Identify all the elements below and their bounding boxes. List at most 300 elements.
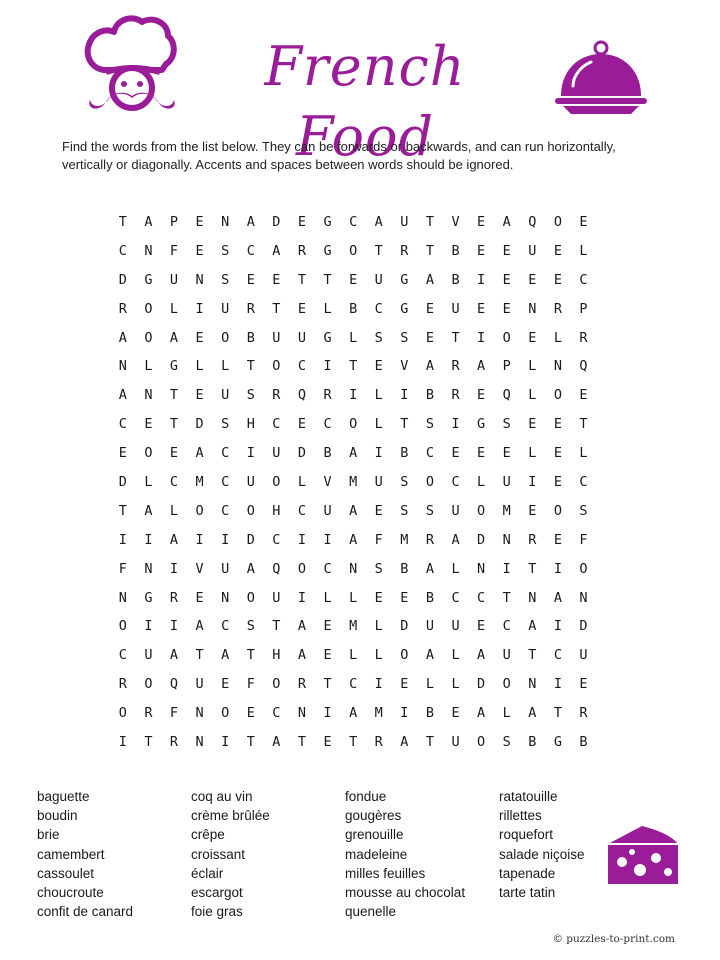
word-list-item: salade niçoise [499, 846, 585, 862]
word-column [191, 787, 345, 921]
grid-letter: N [297, 705, 307, 722]
grid-letter: E [400, 589, 409, 606]
grid-letter: A [477, 705, 486, 722]
grid-letter: A [374, 214, 383, 230]
grid-letter: A [477, 647, 486, 664]
grid-letter: I [323, 358, 332, 375]
page-title: French Food [264, 35, 466, 168]
grid-letter: A [477, 358, 486, 375]
grid-letter: E [246, 705, 255, 722]
grid-letter: I [528, 474, 537, 491]
grid-letter: E [477, 445, 486, 462]
grid-letter: E [477, 387, 486, 404]
grid-letter: S [400, 474, 409, 491]
grid-letter: N [579, 589, 588, 606]
grid-letter: O [502, 676, 511, 693]
grid-letter: O [195, 502, 204, 519]
grid-letter: S [374, 560, 383, 577]
grid-letter: E [528, 271, 537, 288]
grid-letter: A [502, 214, 511, 230]
grid-letter: M [195, 474, 204, 491]
grid-letter: I [400, 387, 409, 404]
grid-letter: E [451, 445, 460, 462]
grid-letter: L [169, 300, 179, 317]
grid-letter: A [169, 531, 179, 548]
grid-letter: N [144, 242, 153, 259]
grid-letter: U [451, 300, 460, 317]
grid-letter: E [553, 531, 562, 548]
grid-letter: D [118, 271, 127, 288]
grid-letter: O [144, 445, 153, 462]
grid-letter: L [349, 647, 358, 664]
grid-letter: L [451, 647, 460, 664]
grid-letter: C [323, 416, 332, 433]
grid-letter: S [400, 329, 409, 346]
grid-letter: S [221, 416, 230, 433]
grid-letter: U [451, 734, 460, 751]
grid-letter: R [272, 387, 281, 404]
grid-letter: A [451, 531, 460, 548]
grid-letter: N [553, 358, 562, 375]
grid-letter: C [297, 502, 307, 519]
grid-letter: E [374, 502, 383, 519]
grid-letter: L [221, 358, 230, 375]
grid-letter: R [400, 242, 409, 259]
grid-letter: A [169, 647, 179, 664]
grid-letter: U [502, 647, 511, 664]
grid-letter: B [451, 271, 460, 288]
grid-letter: M [374, 705, 383, 722]
word-list-item: gougères [345, 808, 402, 824]
grid-letter: N [118, 358, 127, 375]
grid-letter: U [502, 474, 511, 491]
word-list-item: confit de canard [37, 904, 134, 920]
grid-letter: E [553, 474, 562, 491]
grid-letter: G [323, 214, 332, 230]
grid-letter: I [221, 734, 230, 751]
grid-letter: C [246, 242, 255, 259]
grid-letter: S [221, 242, 230, 259]
grid-letter: E [502, 242, 511, 259]
grid-letter: O [579, 560, 588, 577]
grid-letter: B [246, 329, 255, 346]
grid-letter: G [144, 271, 153, 288]
grid-letter: E [374, 589, 383, 606]
word-list-item: coq au vin [191, 789, 253, 804]
grid-letter: Q [297, 387, 307, 404]
grid-letter: A [195, 618, 204, 635]
grid-letter: U [528, 242, 537, 259]
grid-letter: U [221, 300, 230, 317]
grid-letter: R [144, 705, 153, 722]
grid-letter: Q [169, 676, 179, 693]
grid-letter: L [169, 502, 179, 519]
grid-letter: U [579, 647, 588, 664]
grid-letter: O [553, 214, 562, 230]
grid-letter: N [349, 560, 358, 577]
grid-letter: S [374, 329, 383, 346]
grid-letter: G [477, 416, 486, 433]
grid-letter: I [169, 618, 179, 635]
grid-letter: L [297, 474, 307, 491]
grid-letter: O [272, 676, 281, 693]
grid-letter: E [553, 416, 562, 433]
grid-letter: O [144, 329, 153, 346]
grid-letter: G [169, 358, 179, 375]
grid-letter: E [425, 329, 434, 346]
grid-letter: R [118, 676, 127, 693]
word-list-item: baguette [37, 789, 90, 804]
grid-letter: Q [528, 214, 537, 230]
grid-letter: E [195, 329, 204, 346]
grid-letter: A [297, 618, 307, 635]
grid-letter: L [528, 445, 537, 462]
grid-letter: I [246, 445, 255, 462]
grid-letter: E [169, 445, 179, 462]
grid-letter: C [477, 589, 486, 606]
grid-letter: R [297, 242, 307, 259]
cheese-icon [602, 826, 680, 884]
word-list-item: mousse au chocolat [345, 885, 466, 901]
grid-letter: L [579, 445, 588, 462]
grid-letter: I [144, 618, 153, 635]
grid-letter: E [528, 502, 537, 519]
grid-letter: L [374, 647, 383, 664]
word-list-item: rillettes [499, 808, 542, 824]
grid-letter: C [502, 618, 511, 635]
grid-letter: F [246, 676, 255, 693]
grid-letter: H [272, 502, 281, 519]
grid-letter: O [144, 300, 153, 317]
grid-letter: C [272, 416, 281, 433]
grid-letter: O [502, 329, 511, 346]
grid-letter: S [425, 502, 434, 519]
grid-letter: I [195, 531, 204, 548]
grid-letter: U [195, 676, 204, 693]
grid-letter: L [323, 300, 332, 317]
grid-letter: A [118, 329, 127, 346]
grid-letter: N [195, 271, 204, 288]
grid-letter: O [477, 502, 486, 519]
grid-letter: C [297, 358, 307, 375]
grid-letter: T [400, 416, 409, 433]
grid-letter: V [400, 358, 409, 375]
grid-letter: E [579, 676, 588, 693]
grid-letter: T [528, 560, 537, 577]
grid-letter: R [374, 734, 383, 751]
grid-letter: T [169, 387, 179, 404]
cloche-icon [555, 40, 651, 115]
word-list-item: roquefort [499, 827, 554, 843]
word-list-item: ratatouille [499, 789, 558, 804]
grid-letter: G [144, 589, 153, 606]
grid-letter: T [425, 734, 434, 751]
grid-letter: U [272, 445, 281, 462]
grid-letter: R [579, 705, 588, 722]
grid-letter: A [349, 705, 358, 722]
grid-letter: T [425, 214, 434, 230]
grid-letter: E [195, 214, 204, 230]
word-list-item: madeleine [345, 846, 408, 862]
grid-letter: C [221, 445, 230, 462]
grid-letter: D [477, 531, 486, 548]
grid-letter: L [579, 242, 588, 259]
grid-letter: N [221, 589, 230, 606]
grid-letter: A [349, 445, 358, 462]
grid-letter: S [502, 734, 511, 751]
grid-letter: T [246, 647, 255, 664]
grid-letter: I [195, 300, 204, 317]
grid-letter: U [374, 474, 383, 491]
grid-letter: T [297, 271, 307, 288]
grid-letter: R [169, 589, 179, 606]
grid-letter: R [425, 531, 434, 548]
grid-letter: E [553, 445, 562, 462]
grid-letter: E [553, 271, 562, 288]
grid-letter: R [451, 358, 460, 375]
word-list-item: crème brûlée [191, 808, 270, 824]
grid-letter: U [169, 271, 179, 288]
grid-letter: Q [502, 387, 511, 404]
grid-letter: T [425, 242, 434, 259]
grid-letter: C [425, 445, 434, 462]
grid-letter: E [374, 358, 383, 375]
grid-letter: U [451, 618, 460, 635]
grid-letter: I [553, 618, 562, 635]
grid-letter: R [579, 329, 588, 346]
grid-letter: O [221, 329, 230, 346]
grid-letter: U [221, 560, 230, 577]
grid-letter: C [451, 474, 460, 491]
grid-letter: L [144, 358, 153, 375]
grid-letter: N [528, 300, 537, 317]
grid-letter: A [272, 734, 281, 751]
grid-letter: I [553, 560, 562, 577]
grid-letter: U [425, 618, 434, 635]
grid-letter: S [579, 502, 588, 519]
word-list [37, 787, 653, 921]
grid-letter: E [502, 300, 511, 317]
grid-letter: I [349, 387, 358, 404]
grid-letter: N [195, 705, 204, 722]
grid-letter: E [502, 271, 511, 288]
grid-letter: C [272, 531, 281, 548]
grid-letter: C [118, 416, 127, 433]
grid-letter: A [425, 560, 434, 577]
grid-letter: O [272, 358, 281, 375]
grid-letter: T [246, 358, 255, 375]
grid-letter: U [272, 589, 281, 606]
grid-letter: I [477, 329, 486, 346]
word-column [37, 787, 191, 921]
grid-letter: L [477, 474, 486, 491]
grid-letter: T [553, 705, 562, 722]
grid-letter: N [144, 560, 153, 577]
grid-letter: O [553, 387, 562, 404]
grid-letter: I [374, 445, 383, 462]
grid-letter: C [272, 705, 281, 722]
grid-letter: D [400, 618, 409, 635]
grid-letter: E [221, 676, 230, 693]
word-column [345, 787, 499, 921]
grid-letter: B [425, 387, 434, 404]
grid-letter: L [553, 329, 562, 346]
word-list-item: boudin [37, 808, 78, 824]
grid-letter: U [144, 647, 153, 664]
grid-letter: G [553, 734, 562, 751]
grid-letter: N [195, 734, 204, 751]
grid-letter: T [374, 242, 383, 259]
grid-letter: E [323, 647, 332, 664]
grid-letter: A [221, 647, 230, 664]
grid-letter: E [477, 618, 486, 635]
grid-letter: C [553, 647, 562, 664]
grid-letter: E [579, 214, 588, 230]
grid-letter: E [349, 271, 358, 288]
grid-letter: Q [272, 560, 281, 577]
grid-letter: T [144, 734, 153, 751]
grid-letter: B [451, 242, 460, 259]
word-list-item: brie [37, 827, 60, 843]
grid-letter: E [323, 734, 332, 751]
grid-letter: E [297, 416, 307, 433]
grid-letter: E [425, 300, 434, 317]
grid-letter: U [323, 502, 332, 519]
grid-letter: S [221, 271, 230, 288]
grid-letter: T [272, 300, 281, 317]
grid-letter: A [400, 734, 409, 751]
word-list-item: grenouille [345, 827, 404, 843]
grid-letter: C [349, 214, 358, 230]
word-list-item: crêpe [191, 827, 225, 843]
grid-letter: S [246, 618, 255, 635]
grid-letter: A [246, 214, 255, 230]
grid-letter: B [425, 589, 434, 606]
grid-letter: B [323, 445, 332, 462]
grid-letter: A [553, 589, 562, 606]
grid-letter: A [528, 618, 537, 635]
grid-letter: I [323, 705, 332, 722]
grid-letter: T [323, 271, 332, 288]
grid-letter: E [272, 271, 281, 288]
grid-letter: A [118, 387, 127, 404]
grid-letter: A [169, 329, 179, 346]
grid-letter: O [246, 589, 255, 606]
grid-letter: A [144, 214, 153, 230]
grid-letter: Q [579, 358, 588, 375]
grid-letter: E [451, 705, 460, 722]
grid-letter: O [118, 618, 127, 635]
grid-letter: E [477, 300, 486, 317]
grid-letter: E [323, 618, 332, 635]
grid-letter: C [221, 502, 230, 519]
grid-letter: O [246, 502, 255, 519]
grid-letter: T [323, 676, 332, 693]
grid-letter: U [374, 271, 383, 288]
grid-letter: L [349, 589, 358, 606]
grid-letter: U [272, 329, 281, 346]
grid-letter: T [451, 329, 460, 346]
grid-letter: I [451, 416, 460, 433]
grid-letter: C [221, 474, 230, 491]
grid-letter: V [451, 214, 460, 230]
grid-letter: B [349, 300, 358, 317]
grid-letter: O [144, 676, 153, 693]
grid-letter: G [323, 329, 332, 346]
grid-letter: E [502, 445, 511, 462]
grid-letter: R [323, 387, 332, 404]
grid-letter: L [528, 358, 537, 375]
chef-icon [80, 12, 180, 120]
grid-letter: E [195, 242, 204, 259]
grid-letter: T [349, 358, 358, 375]
grid-letter: E [118, 445, 127, 462]
grid-letter: I [297, 589, 307, 606]
word-list-item: camembert [37, 846, 105, 862]
grid-letter: U [246, 474, 255, 491]
grid-letter: E [579, 387, 588, 404]
grid-letter: R [246, 300, 255, 317]
grid-letter: L [425, 676, 434, 693]
grid-letter: E [553, 242, 562, 259]
grid-letter: D [246, 531, 255, 548]
grid-letter: F [579, 531, 588, 548]
grid-letter: A [144, 502, 153, 519]
grid-letter: A [425, 271, 434, 288]
grid-letter: T [118, 214, 127, 230]
grid-letter: D [118, 474, 127, 491]
grid-letter: R [169, 734, 179, 751]
grid-letter: A [272, 242, 281, 259]
word-list-item: cassoulet [37, 865, 95, 881]
grid-letter: O [425, 474, 434, 491]
grid-letter: I [477, 271, 486, 288]
grid-letter: O [400, 647, 409, 664]
grid-letter: C [118, 647, 127, 664]
grid-letter: H [246, 416, 255, 433]
grid-letter: N [118, 589, 127, 606]
grid-letter: U [451, 502, 460, 519]
grid-letter: E [528, 416, 537, 433]
grid-letter: E [477, 214, 486, 230]
grid-letter: C [579, 271, 588, 288]
grid-letter: O [272, 474, 281, 491]
word-list-item: tapenade [499, 865, 556, 881]
grid-letter: B [579, 734, 588, 751]
grid-letter: B [400, 560, 409, 577]
grid-letter: I [118, 531, 127, 548]
grid-letter: A [425, 647, 434, 664]
grid-letter: O [477, 734, 486, 751]
grid-letter: O [349, 242, 358, 259]
grid-letter: G [323, 242, 332, 259]
grid-letter: I [400, 705, 409, 722]
grid-letter: D [272, 214, 281, 230]
grid-letter: M [349, 474, 358, 491]
grid-letter: C [169, 474, 179, 491]
grid-letter: M [349, 618, 358, 635]
grid-letter: O [349, 416, 358, 433]
grid-letter: I [323, 531, 332, 548]
grid-letter: L [502, 705, 511, 722]
grid-letter: M [400, 531, 409, 548]
grid-letter: D [477, 676, 486, 693]
grid-letter: N [502, 531, 511, 548]
grid-letter: V [195, 560, 204, 577]
grid-letter: A [425, 358, 434, 375]
grid-letter: I [502, 560, 511, 577]
grid-letter: T [246, 734, 255, 751]
